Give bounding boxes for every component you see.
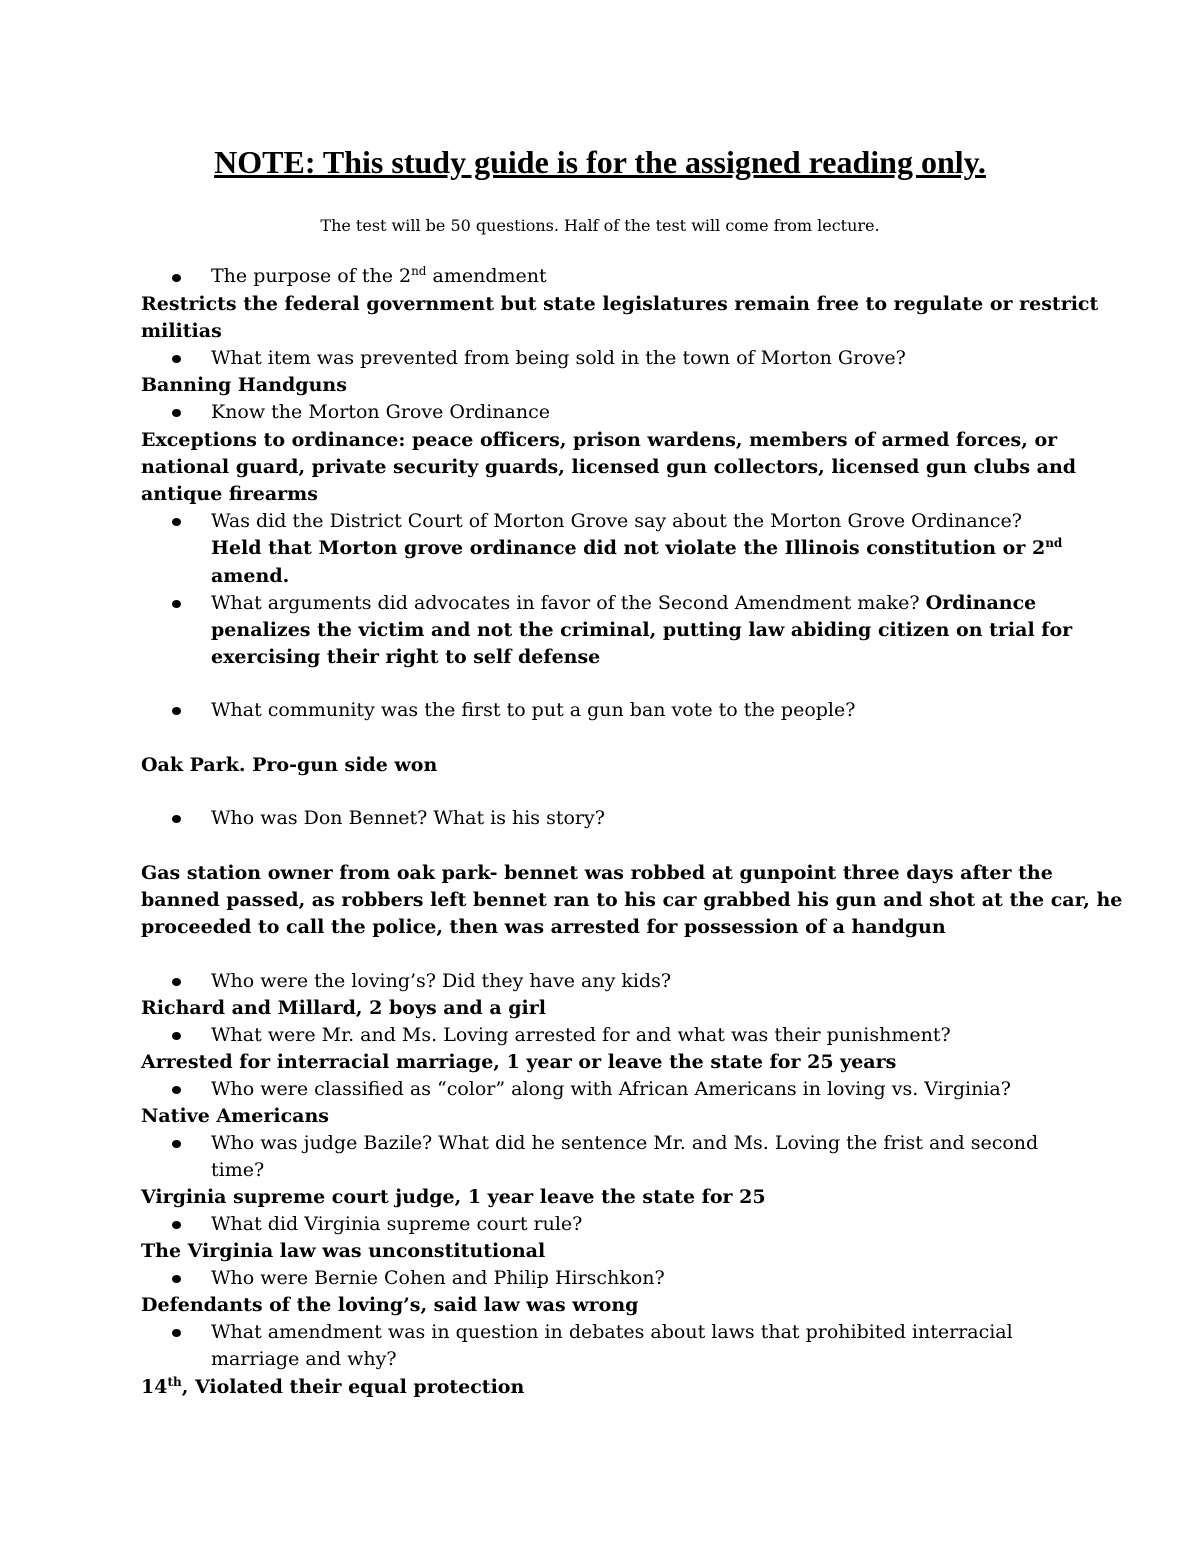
bullet-dot-icon [172,1140,181,1148]
answer-10: Native Americans [141,1105,329,1127]
answer-4-line-1: Held that Morton grove ordinance did not violate the Illinois constitution or 2nd [211,536,1063,559]
answer-2: Banning Handguns [141,374,347,396]
bullet-dot-icon [172,1221,181,1229]
question-12: What did Virginia supreme court rule? [211,1213,583,1235]
question-13: Who were Bernie Cohen and Philip Hirschkon? [211,1267,665,1289]
question-11-line-2: time? [211,1159,265,1181]
page-title: NOTE: This study guide is for the assigned reading only. [214,144,986,180]
intro-text: The test will be 50 questions. Half of the test will come from lecture. [320,216,880,235]
bullet-dot-icon [172,409,181,417]
answer-8: Richard and Millard, 2 boys and a girl [141,997,546,1019]
bullet-dot-icon [172,1086,181,1094]
answer-7-line-3: proceeded to call the police, then was arrested for possession of a handgun [141,916,946,938]
question-14-line-1: What amendment was in question in debates about laws that prohibited interracial [211,1321,1013,1343]
bullet-dot-icon [172,274,181,282]
question-9: What were Mr. and Ms. Loving arrested for and what was their punishment? [211,1024,951,1046]
bullet-dot-icon [172,600,181,608]
bullet-dot-icon [172,978,181,986]
answer-7-line-1: Gas station owner from oak park- bennet was robbed at gunpoint three days after the [141,862,1053,884]
bullet-dot-icon [172,707,181,715]
bullet-dot-icon [172,1275,181,1283]
answer-3-line-1: Exceptions to ordinance: peace officers, prison wardens, members of armed forces, or [141,429,1058,451]
question-8: Who were the loving’s? Did they have any kids? [211,970,672,992]
bullet-dot-icon [172,1032,181,1040]
question-3: Know the Morton Grove Ordinance [211,401,550,423]
answer-1-line-1: Restricts the federal government but state legislatures remain free to regulate or restrict [141,293,1099,315]
answer-9: Arrested for interracial marriage, 1 year or leave the state for 25 years [141,1051,897,1073]
question-11-line-1: Who was judge Bazile? What did he sentence Mr. and Ms. Loving the frist and second [211,1132,1039,1154]
answer-3-line-2: national guard, private security guards, licensed gun collectors, licensed gun clubs and [141,456,1077,478]
answer-11: Virginia supreme court judge, 1 year leave the state for 25 [141,1186,766,1208]
answer-6: Oak Park. Pro-gun side won [141,754,438,776]
question-7: Who was Don Bennet? What is his story? [211,807,605,829]
answer-5-line-2: penalizes the victim and not the criminal, putting law abiding citizen on trial for [211,619,1073,641]
answer-5-line-3: exercising their right to self defense [211,646,601,668]
answer-13: Defendants of the loving’s, said law was wrong [141,1294,639,1316]
bullet-dot-icon [172,1329,181,1337]
bullet-dot-icon [172,355,181,363]
question-1: The purpose of the 2nd amendment [211,264,547,287]
answer-1-line-2: militias [141,320,222,342]
answer-14: 14th, Violated their equal protection [141,1375,525,1398]
bullet-dot-icon [172,518,181,526]
question-14-line-2: marriage and why? [211,1348,397,1370]
answer-12: The Virginia law was unconstitutional [141,1240,546,1262]
answer-4-line-2: amend. [211,565,290,587]
question-5: What arguments did advocates in favor of the Second Amendment make? Ordinance [211,592,1037,614]
question-6: What community was the first to put a gun ban vote to the people? [211,699,856,721]
question-2: What item was prevented from being sold in the town of Morton Grove? [211,347,906,369]
question-4: Was did the District Court of Morton Grove say about the Morton Grove Ordinance? [211,510,1022,532]
question-10: Who were classified as “color” along with African Americans in loving vs. Virginia? [211,1078,1011,1100]
answer-7-line-2: banned passed, as robbers left bennet ran to his car grabbed his gun and shot at the car, he [141,889,1123,911]
bullet-dot-icon [172,815,181,823]
answer-3-line-3: antique firearms [141,483,318,505]
